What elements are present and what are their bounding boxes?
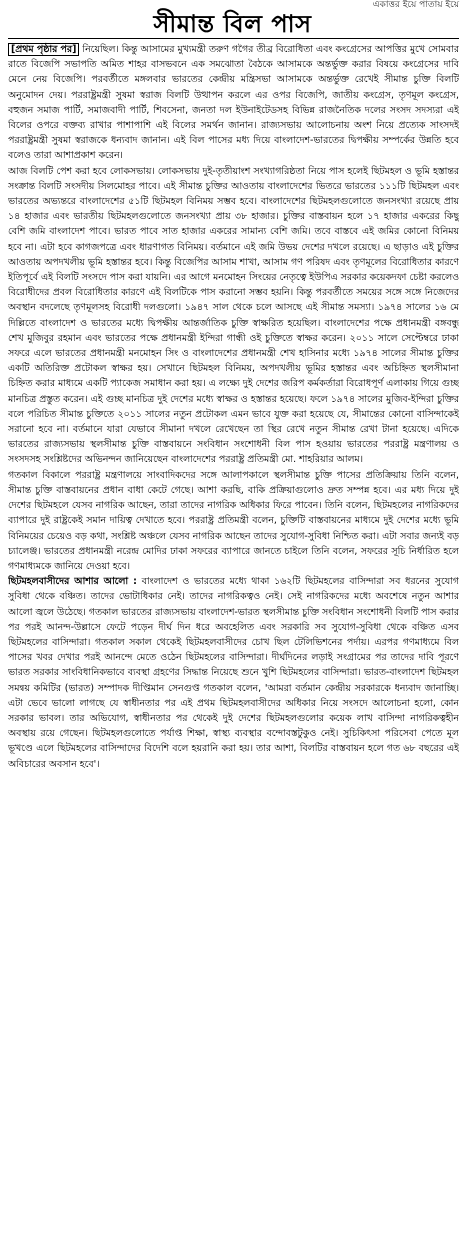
paragraph-4-text: বাংলাদেশ ও ভারতের মধ্যে থাকা ১৬২টি ছিটমহলের বাসিন্দারা সব ধরনের সুযোগ সুবিধা থেকে বঞ্চিত। তাদের ভোটাধিকার নেই। তাদের নাগরিকত্বও নেই। সেই নাগরিকদের মধ্যে অবশেষে নতুন আশার আলো জ্বলে উঠেছে। গতকাল ভারতের রাজ্যসভায় বাংলাদেশ-ভারত স্থলসীমান্ত চুক্তি সংবিধান সংশোধনী বিলটি পাস করার পর পরই আনন্দ-উল্লাসে ফেটে পড়েন দীর্ঘ দিন ধরে অবহেলিত এবং সরকারি সব সুযোগ-সুবিধা থেকে বঞ্চিত এসব ছিটমহলের বাসিন্দারা। গতকাল সকাল থেকেই ছিটমহলবাসীদের চোখ ছিল টেলিভিশনের পর্দায়। এরপর গণমাধ্যমে বিল পাসের খবর দেখার পরই আনন্দে মেতে ওঠেন ছিটমহলের বাসিন্দারা। দীর্ঘদিনের লড়াই সংগ্রামের পর তাদের দাবি পূরণে ভারত সরকার সাংবিধানিকভাবে ব্যবস্থা গ্রহণের সিদ্ধান্ত নিয়েছে শুনে খুশি ছিটমহলের বাসিন্দারা। ভারত-বাংলাদেশ ছিটমহল সমন্বয় কমিটির (ভারত) সম্পাদক দীপ্তিমান সেনগুপ্ত গতকাল বলেন, 'আমরা বর্তমান কেন্দ্রীয় সরকারকে ধন্যবাদ জানাচ্ছি। এটা ভেবে ভালো লাগছে যে স্বাধীনতার পর এই প্রথম ছিটমহলবাসীদের অধিকার নিয়ে সংসদে আলোচনা হলো, কোন সরকার ভাবল। তার অভিযোগ, স্বাধীনতার পর থেকেই দুই দেশের ছিটমহলগুলোর কয়েক লাখ বাসিন্দা নাগরিকত্বহীন অবস্থায় রয়ে গেছেন। ছিটমহলগুলোতে পর্যাপ্ত শিক্ষা, স্বাস্থ্য ব্যবস্থার বন্দোবস্তটুকুও নেই। সুচিকিৎসা পরিসেবা পেতে মূল ভূখণ্ডে এলে ছিটমহলের বাসিন্দাদের বিদেশি বলে হয়রানি করা হয়। তার আশা, বিলটির বাস্তবায়ন হলে গত ৬৮ বছরের এই অবিচারের অবসান হবে'। (8, 576, 459, 770)
article-body (8, 42, 459, 1238)
paragraph-1 (8, 42, 459, 164)
paragraph-4 (8, 574, 459, 772)
paragraph-1-text: নিয়েছিল। কিন্তু আসামের মুখ্যমন্ত্রী তরুণ গগৈর তীব্র বিরোধিতা এবং কংগ্রেসের আপত্তির মুখে সোমবার রাতে বিজেপি সভাপতি অমিত শাহর বাসভবনে এক সমঝোতা বৈঠকে আসামকে অন্তর্ভুক্ত করার বিষয়ে কংগ্রেসের দাবি মেনে নেয় বিজেপি। পরবর্তীতে মঙ্গলবার ভারতের কেন্দ্রীয় মন্ত্রিসভা আসামকে অন্তর্ভুক্ত রেখেই সীমান্ত চুক্তি বিলটি অনুমোদন দেয়। পররাষ্ট্রমন্ত্রী সুষমা স্বরাজ বিলটি উত্থাপন করলে এর ওপর বিজেপি, জাতীয় কংগ্রেস, তৃণমূল কংগ্রেস, বহুজন সমাজ পার্টি, সমাজবাদী পার্টি, শিবসেনা, জনতা দল ইউনাইটেডসহ বিভিন্ন রাজনৈতিক দলের সংসদ সদস্যরা এই বিলের ওপরে বক্তব্য রাখার পাশাপাশি এই বিলের সমর্থন জানান। রাজ্যসভায় আলোচনায় অংশ নিয়ে প্রত্যেক সাংসদই পররাষ্ট্রমন্ত্রী সুষমা স্বরাজকে ধন্যবাদ জানান। এই বিল পাসের মধ্য দিয়ে বাংলাদেশ-ভারতের দ্বিপক্ষীয় সম্পর্কের উন্নতি হবে বলেও তারা আশাপ্রকাশ করেন। (8, 44, 459, 162)
paragraph-2: আজ বিলটি পেশ করা হবে লোকসভায়। লোকসভায় দুই-তৃতীয়াংশ সংখ্যাগরিষ্ঠতা নিয়ে পাস হলেই ছিটমহল ও ভূমি হস্তান্তর সংক্রান্ত বিলটি সংসদীয় সিলমোহর পাবে। এই সীমান্ত চুক্তির আওতায় বাংলাদেশের ভিতরে ভারতের ১১১টি ছিটমহল এবং ভারতের অভ্যন্তরে বাংলাদেশের ৫১টি ছিটমহল বিনিময় সম্ভব হবে। বাংলাদেশের ছিটমহলগুলোতে জনসংখ্যা রয়েছে প্রায় ১৪ হাজার এবং ভারতীয় ছিটমহলগুলোতে জনসংখ্যা প্রায় ৩৮ হাজার। চুক্তির বাস্তবায়ন হলে ১৭ হাজার একরের কিছু বেশি জমি বাংলাদেশ পাবে। ভারত পাবে সাত হাজার একরের সামান্য বেশি জমি। তবে বাস্তবে এই জমির কোনো বিনিময় হবে না। এটা হবে কাগজপত্রে এবং ধারণাগত বিনিময়। বর্তমানে এই জমি উভয় দেশের দখলে রয়েছে। এ ছাড়াও এই চুক্তির আওতায় অপদখলীয় ভূমি হস্তান্তর হবে। কিন্তু বিজেপির আসাম শাখা, আসাম গণ পরিষদ এবং তৃণমূলের বিরোধিতার কারণে ইতিপূর্বে এই বিলটি সংসদে পাস করা যায়নি। এর আগে মনমোহন সিংয়ের নেতৃত্বে ইউপিএ সরকার কয়েকদফা চেষ্টা করলেও বিরোধীদের প্রবল বিরোধিতার কারণে এই বিলটিকে পাস করানো সম্ভব হয়নি। কিন্তু পরবর্তীতে সময়ের সঙ্গে সঙ্গে নিজেদের অবস্থান বদলেছে তৃণমূলসহ বিরোধী দলগুলো। ১৯৪৭ সাল থেকে চলে আসছে এই সীমান্ত সমস্যা। ১৯৭৪ সালের ১৬ মে দিল্লিতে বাংলাদেশ ও ভারতের মধ্যে দ্বিপক্ষীয় আন্তর্জাতিক চুক্তি স্বাক্ষরিত হয়েছিল। বাংলাদেশের পক্ষে প্রধানমন্ত্রী বঙ্গবন্ধু শেখ মুজিবুর রহমান এবং ভারতের পক্ষে প্রধানমন্ত্রী ইন্দিরা গান্ধী ওই চুক্তিতে স্বাক্ষর করেন। ২০১১ সালে সেপ্টেম্বরে ঢাকা সফরে এলে ভারতের প্রধানমন্ত্রী মনমোহন সিং ও বাংলাদেশের প্রধানমন্ত্রী শেখ হাসিনার মধ্যে ১৯৭৪ সালের সীমান্ত চুক্তির একটি অতিরিক্ত প্রটোকল স্বাক্ষর হয়। সেখানে ছিটমহল বিনিময়, অপদখলীয় ভূমির হস্তান্তর এবং অচিহ্নিত স্থলসীমানা চিহ্নিত করার মাধ্যমে একটি প্যাকেজ সমাধান করা হয়। এ লক্ষ্যে দুই দেশের জরিপ কর্মকর্তারা বিরোধপূর্ণ এলাকায় গিয়ে গুচ্ছ মানচিত্র প্রস্তুত করেন। এই গুচ্ছ মানচিত্র দুই দেশের মধ্যে স্বাক্ষর ও হস্তান্তর হয়েছে। ফলে ১৯৭৪ সালের মুজিব-ইন্দিরা চুক্তির বলে পরিচিত সীমান্ত চুক্তিতে ২০১১ সালের নতুন প্রটোকল এমন ভাবে যুক্ত করা হয়েছে যে, সীমান্তের কোনো বাসিন্দাকেই সরানো হবে না। বর্তমানে যারা যেভাবে সীমানা দখলে রেখেছেন তা স্থির রেখে নতুন সীমান্ত রেখা টানা হয়েছে। এদিকে ভারতের রাজ্যসভায় স্থলসীমান্ত চুক্তি বাস্তবায়নে সংবিধান সংশোধনী বিল পাস হওয়ায় ভারতের পররাষ্ট্র মন্ত্রণালয় ও সংসদসহ সংশ্লিষ্টদের অভিনন্দন জানিয়েছেন বাংলাদেশের পররাষ্ট্র প্রতিমন্ত্রী মো. শাহরিয়ার আলম। (8, 165, 459, 466)
page-corner-text: একাত্তর ইয়ে পাতায় ইয়ে (372, 0, 459, 10)
continued-from-kicker: [প্রথম পৃষ্ঠার পর] (8, 43, 79, 56)
paragraph-3: গতকাল বিকালে পররাষ্ট্র মন্ত্রণালয়ে সাংবাদিকদের সঙ্গে আলাপকালে স্থলসীমান্ত চুক্তি পাসের প্রতিক্রিয়ায় তিনি বলেন, সীমান্ত চুক্তি বাস্তবায়নের প্রধান বাধা কেটে গেছে। আশা করছি, বাকি প্রক্রিয়াগুলোও দ্রুত সম্পন্ন হবে। এর মধ্য দিয়ে দুই দেশের ছিটমহলে যেসব নাগরিক আছেন, তারা তাদের নাগরিক অধিকার ফিরে পাবেন। তিনি বলেন, ছিটমহলের নাগরিকদের ব্যাপারে দুই রাষ্ট্রকেই সমান দায়িত্ব দেখাতে হবে। পররাষ্ট্র প্রতিমন্ত্রী বলেন, চুক্তিটি বাস্তবায়নের মাধ্যমে দুই দেশের মধ্যে ভূমি বিনিময়ের চেয়েও বড় কথা, সংশ্লিষ্ট অঞ্চলে যেসব নাগরিক আছেন তাদের সুযোগ-সুবিধা নিশ্চিত করা। এটা সবার জন্যই বড় চ্যালেঞ্জ। ভারতের প্রধানমন্ত্রী নরেন্দ্র মোদির ঢাকা সফরের ব্যাপারে জানতে চাইলে তিনি বলেন, সফরের সূচি নির্ধারিত হলে গণমাধ্যমকে জানিয়ে দেওয়া হবে। (8, 469, 459, 572)
headline-divider (8, 38, 459, 39)
headline: সীমান্ত বিল পাস (153, 9, 312, 38)
subhead-enclave: ছিটমহলবাসীদের আশার আলো : (8, 576, 137, 588)
